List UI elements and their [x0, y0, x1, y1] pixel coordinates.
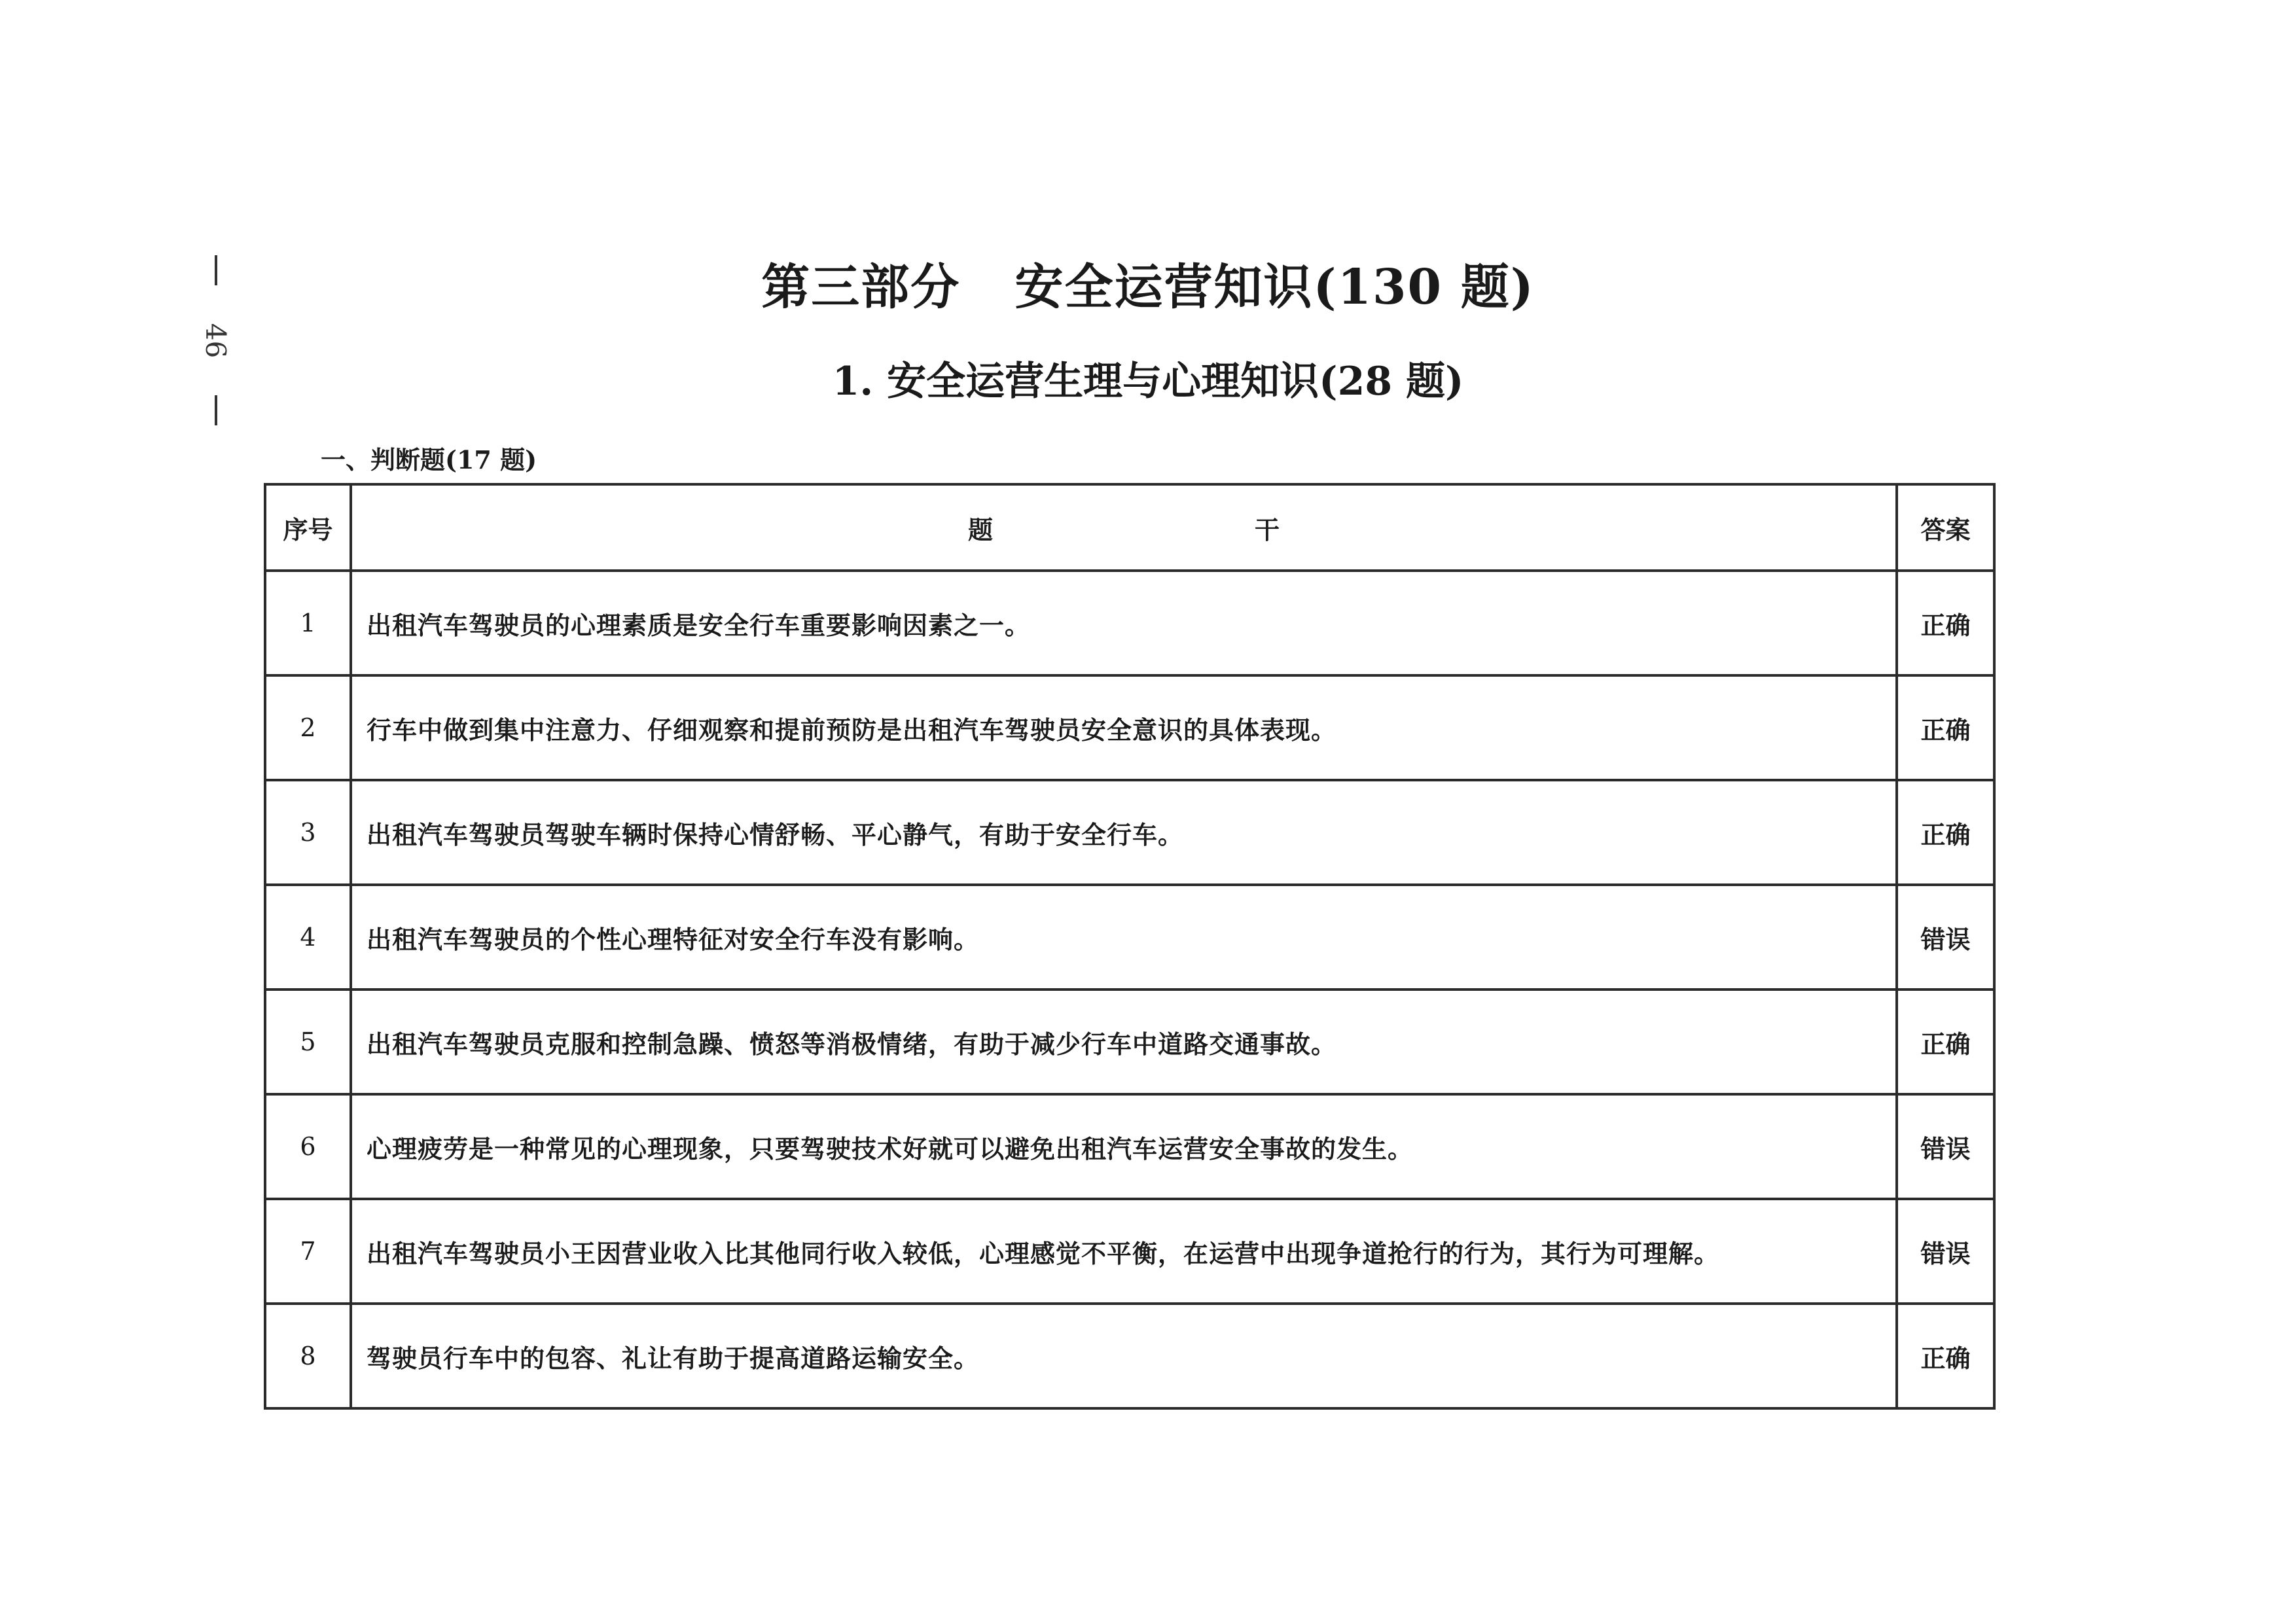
row-index: 3 [265, 780, 351, 885]
table-row [265, 675, 1994, 780]
row-index: 6 [265, 1094, 351, 1199]
row-stem: 出租汽车驾驶员小王因营业收入比其他同行收入较低，心理感觉不平衡，在运营中出现争道抢行的行为，其行为可理解。 [351, 1199, 1897, 1304]
row-answer: 错误 [1897, 1094, 1994, 1199]
table-row [265, 990, 1994, 1094]
row-answer: 错误 [1897, 885, 1994, 990]
header-stem [351, 484, 1897, 571]
row-answer: 正确 [1897, 1304, 1994, 1408]
table-row [265, 780, 1994, 885]
main-title: 第三部分 安全运营知识(130 题) [761, 259, 1535, 315]
header-answer: 答案 [1897, 484, 1994, 571]
row-stem: 驾驶员行车中的包容、礼让有助于提高道路运输安全。 [351, 1304, 1897, 1408]
table-header-row [265, 484, 1994, 571]
row-index: 8 [265, 1304, 351, 1408]
row-stem: 行车中做到集中注意力、仔细观察和提前预防是出租汽车驾驶员安全意识的具体表现。 [351, 675, 1897, 780]
section-heading: 一、判断题(17 题) [321, 445, 537, 474]
header-stem-char-2: 干 [1255, 514, 1280, 544]
header-index: 序号 [265, 484, 351, 571]
row-answer: 错误 [1897, 1199, 1994, 1304]
table-row [265, 1094, 1994, 1199]
table-row [265, 1304, 1994, 1408]
row-index: 7 [265, 1199, 351, 1304]
row-answer: 正确 [1897, 780, 1994, 885]
sub-title: 1. 安全运营生理与心理知识(28 题) [832, 359, 1464, 404]
table-row [265, 571, 1994, 675]
row-index: 4 [265, 885, 351, 990]
table-row [265, 885, 1994, 990]
row-answer: 正确 [1897, 675, 1994, 780]
page-number-value: 46 [200, 323, 232, 358]
row-stem: 出租汽车驾驶员的个性心理特征对安全行车没有影响。 [351, 885, 1897, 990]
row-index: 2 [265, 675, 351, 780]
row-stem: 心理疲劳是一种常见的心理现象，只要驾驶技术好就可以避免出租汽车运营安全事故的发生。 [351, 1094, 1897, 1199]
row-index: 1 [265, 571, 351, 675]
table-row [265, 1199, 1994, 1304]
row-stem: 出租汽车驾驶员的心理素质是安全行车重要影响因素之一。 [351, 571, 1897, 675]
header-stem-char-1: 题 [967, 514, 993, 544]
row-index: 5 [265, 990, 351, 1094]
row-answer: 正确 [1897, 990, 1994, 1094]
questions-table [264, 483, 1996, 1410]
row-stem: 出租汽车驾驶员克服和控制急躁、愤怒等消极情绪，有助于减少行车中道路交通事故。 [351, 990, 1897, 1094]
row-answer: 正确 [1897, 571, 1994, 675]
row-stem: 出租汽车驾驶员驾驶车辆时保持心情舒畅、平心静气，有助于安全行车。 [351, 780, 1897, 885]
